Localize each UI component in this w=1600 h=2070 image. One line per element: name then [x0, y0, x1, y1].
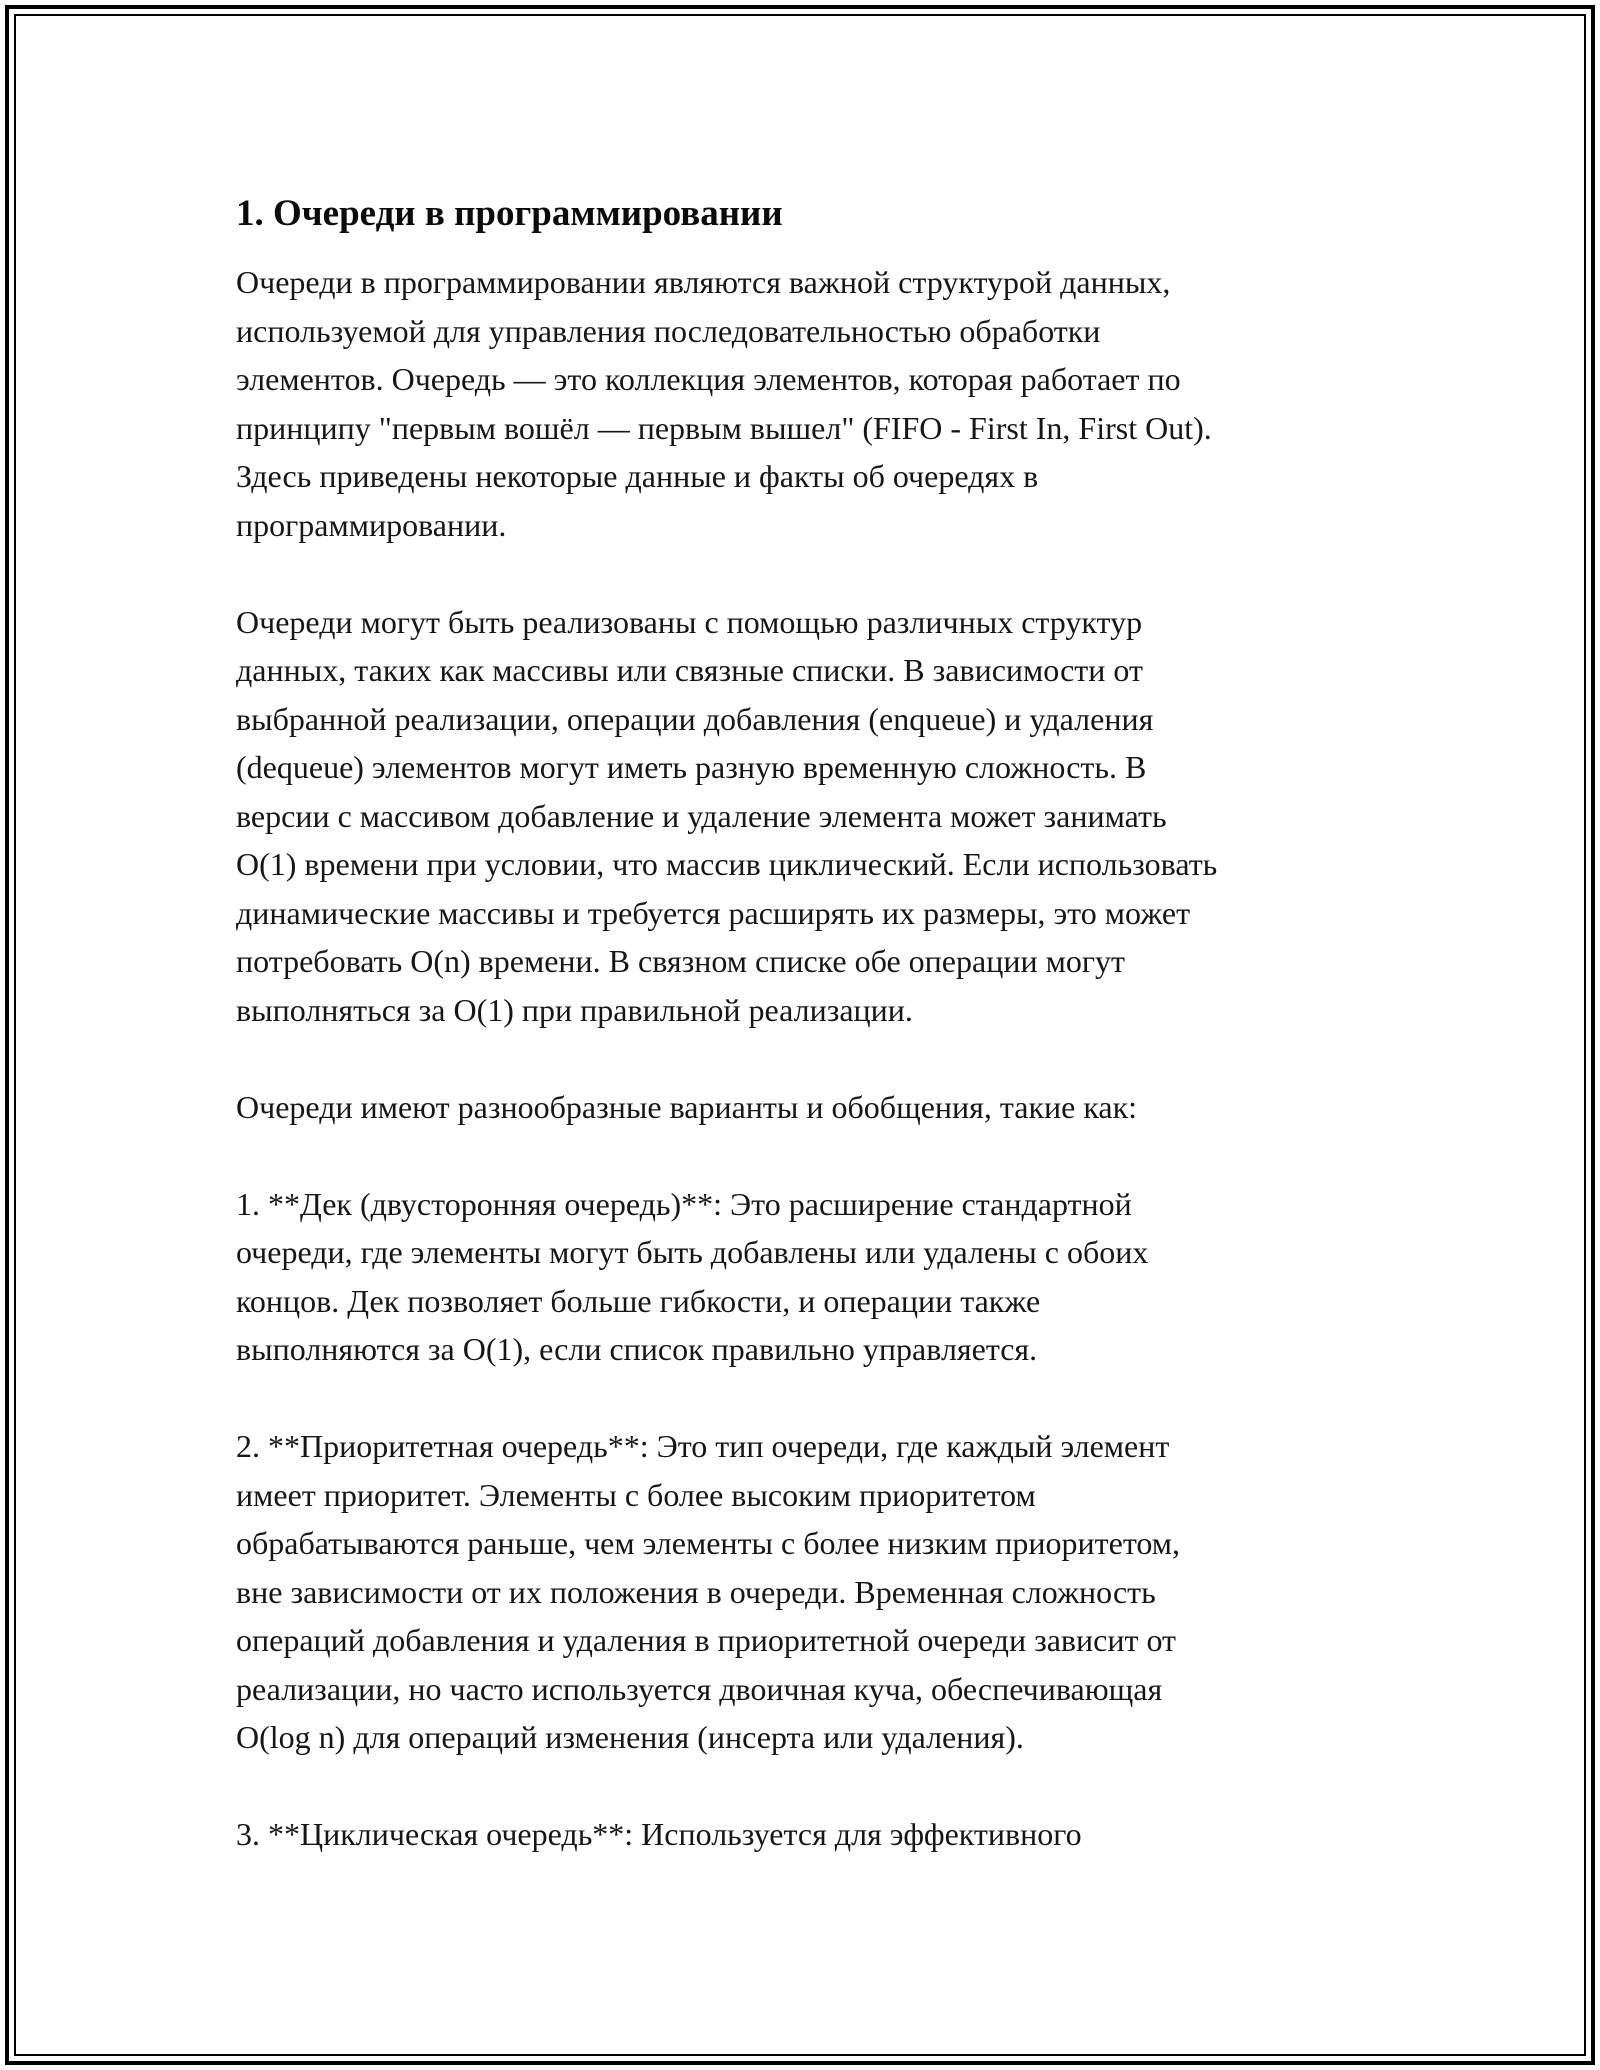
list-item-circular-queue: 3. **Циклическая очередь**: Используется для эффективного	[236, 1816, 1082, 1852]
paragraph-intro: Очереди в программировании являются важной структурой данных, используемой для управления последовательностью обработки элементов. Очередь — это коллекция элементов, которая работает по принципу "первым вошёл — первым вышел" (FIFO - First In, First Out). Здесь приведены некоторые данные и факты об очередях в программировании.	[236, 264, 1212, 543]
document-body	[236, 186, 1376, 1859]
page-title: 1. Очереди в программировании	[236, 193, 783, 234]
paragraph-implementation: Очереди могут быть реализованы с помощью различных структур данных, таких как массивы или связные списки. В зависимости от выбранной реализации, операции добавления (enqueue) и удаления (dequeue) элементов могут иметь разную временную сложность. В версии с массивом добавление и удаление элемента может занимать O(1) времени при условии, что массив циклический. Если использовать динамические массивы и требуется расширять их размеры, это может потребовать O(n) времени. В связном списке обе операции могут выполняться за O(1) при правильной реализации.	[236, 603, 1218, 1028]
paragraph-variants-intro: Очереди имеют разнообразные варианты и обобщения, такие как:	[236, 1088, 1138, 1125]
list-item-priority-queue: 2. **Приоритетная очередь**: Это тип очереди, где каждый элемент имеет приоритет. Элементы с более высоким приоритетом обрабатываются раньше, чем элементы с более низким приоритетом, вне зависимости от их положения в очереди. Временная сложность операций добавления и удаления в приоритетной очереди зависит от реализации, но часто используется двоичная куча, обеспечивающая O(log n) для операций изменения (инсерта или удаления).	[236, 1428, 1181, 1755]
list-item-deque: 1. **Дек (двусторонняя очередь)**: Это расширение стандартной очереди, где элементы могут быть добавлены или удалены с обоих концов. Дек позволяет больше гибкости, и операции также выполняются за O(1), если список правильно управляется.	[236, 1185, 1149, 1367]
